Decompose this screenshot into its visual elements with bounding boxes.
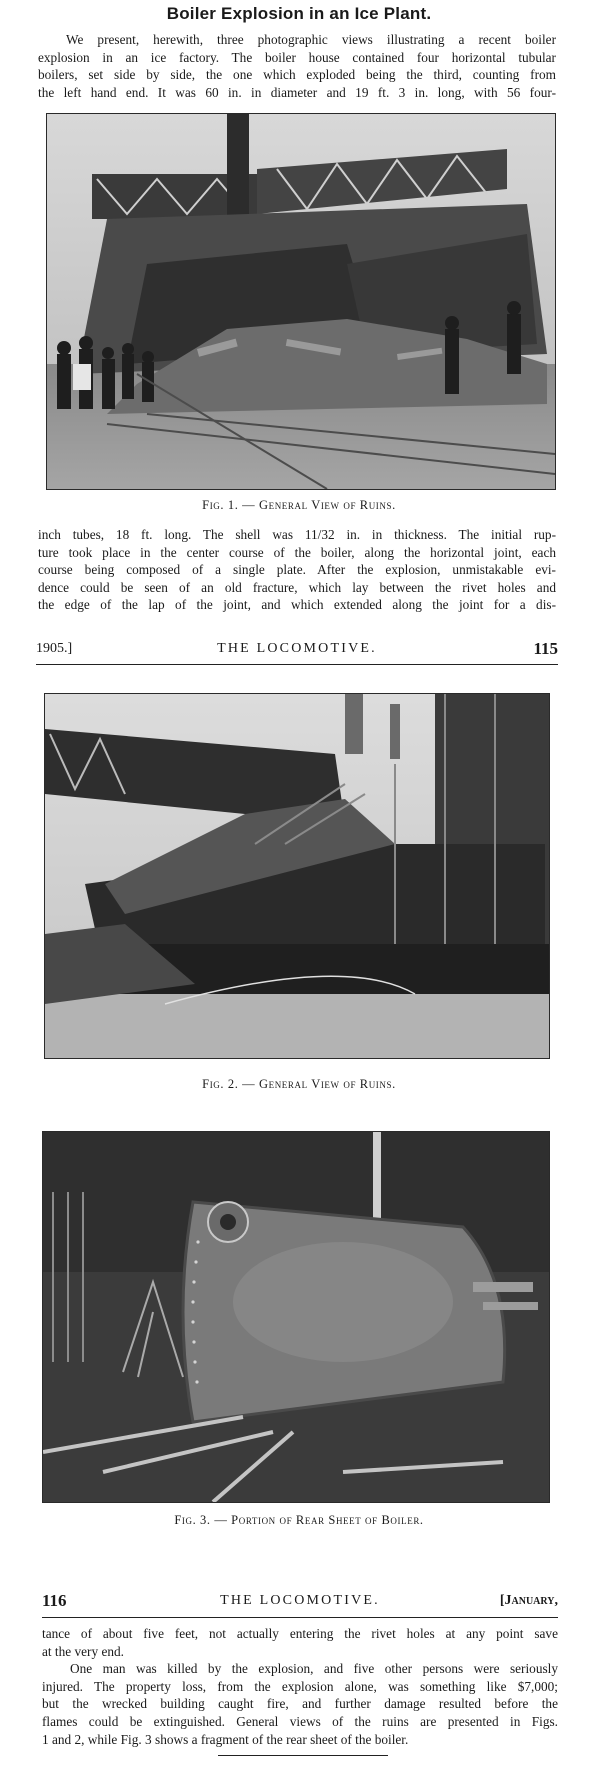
intro-line: the left hand end. It was 60 in. in diameter and 19 ft. 3 in. long, with 56 four- (38, 84, 556, 100)
figure-3-photo (42, 1131, 550, 1503)
running-head-journal: THE LOCOMOTIVE. (220, 1593, 380, 1608)
running-head-115 (36, 641, 558, 661)
continuation-paragraph (38, 526, 556, 614)
continuation-line: ture took place in the center course of the boiler, along the horizontal joint, each (38, 544, 556, 560)
final-line: One man was killed by the explosion, and five other persons were seriously (70, 1661, 558, 1677)
intro-line: boilers, set side by side, the one which exploded being the third, counting from (38, 67, 556, 83)
page-number: 115 (533, 639, 558, 658)
running-head-journal: THE LOCOMOTIVE. (217, 641, 377, 656)
running-head-date: 1905.] (36, 641, 73, 656)
continuation-line: the edge of the lap of the joint, and which extended along the joint for a dis- (38, 597, 556, 613)
figure-1-photo (46, 113, 556, 490)
article-title: Boiler Explosion in an Ice Plant. (166, 4, 432, 23)
final-paragraph (42, 1625, 558, 1748)
figure-2-caption: Fig. 2. — General View of Ruins. (202, 1077, 396, 1091)
final-line: injured. The property loss, from the explosion alone, was something like $7,000; (42, 1678, 558, 1694)
final-line: flames could be extinguished. General views of the ruins are presented in Figs. (42, 1713, 558, 1729)
continuation-line: course being composed of a single plate. After the explosion, unmistakable evi- (38, 562, 556, 578)
end-of-article-rule (218, 1755, 388, 1756)
figure-3-caption: Fig. 3. — Portion of Rear Sheet of Boiler. (174, 1513, 424, 1527)
final-line: at the very end. (42, 1643, 124, 1659)
final-line: tance of about five feet, not actually entering the rivet holes at any point save (42, 1626, 558, 1641)
figure-2-photo (44, 693, 550, 1059)
continuation-line: dence could be seen of an old fracture, which lay between the rivet holes and (38, 579, 556, 595)
figure-1-caption: Fig. 1. — General View of Ruins. (202, 498, 396, 512)
intro-line: explosion in an ice factory. The boiler house contained four horizontal tubular (38, 49, 556, 65)
running-head-date: [January, (499, 1593, 558, 1608)
running-head-rule (42, 1617, 558, 1618)
final-line: but the wrecked building caught fire, and further damage resulted before the (42, 1696, 558, 1712)
running-head-rule (36, 664, 558, 665)
running-head-116 (42, 1593, 558, 1613)
page-number: 116 (42, 1591, 67, 1610)
final-line: 1 and 2, while Fig. 3 shows a fragment of the rear sheet of the boiler. (42, 1731, 409, 1747)
intro-paragraph (38, 31, 556, 101)
continuation-line: inch tubes, 18 ft. long. The shell was 11/32 in. in thickness. The initial rup- (38, 527, 556, 542)
intro-line: We present, herewith, three photographic views illustrating a recent boiler (66, 32, 556, 47)
